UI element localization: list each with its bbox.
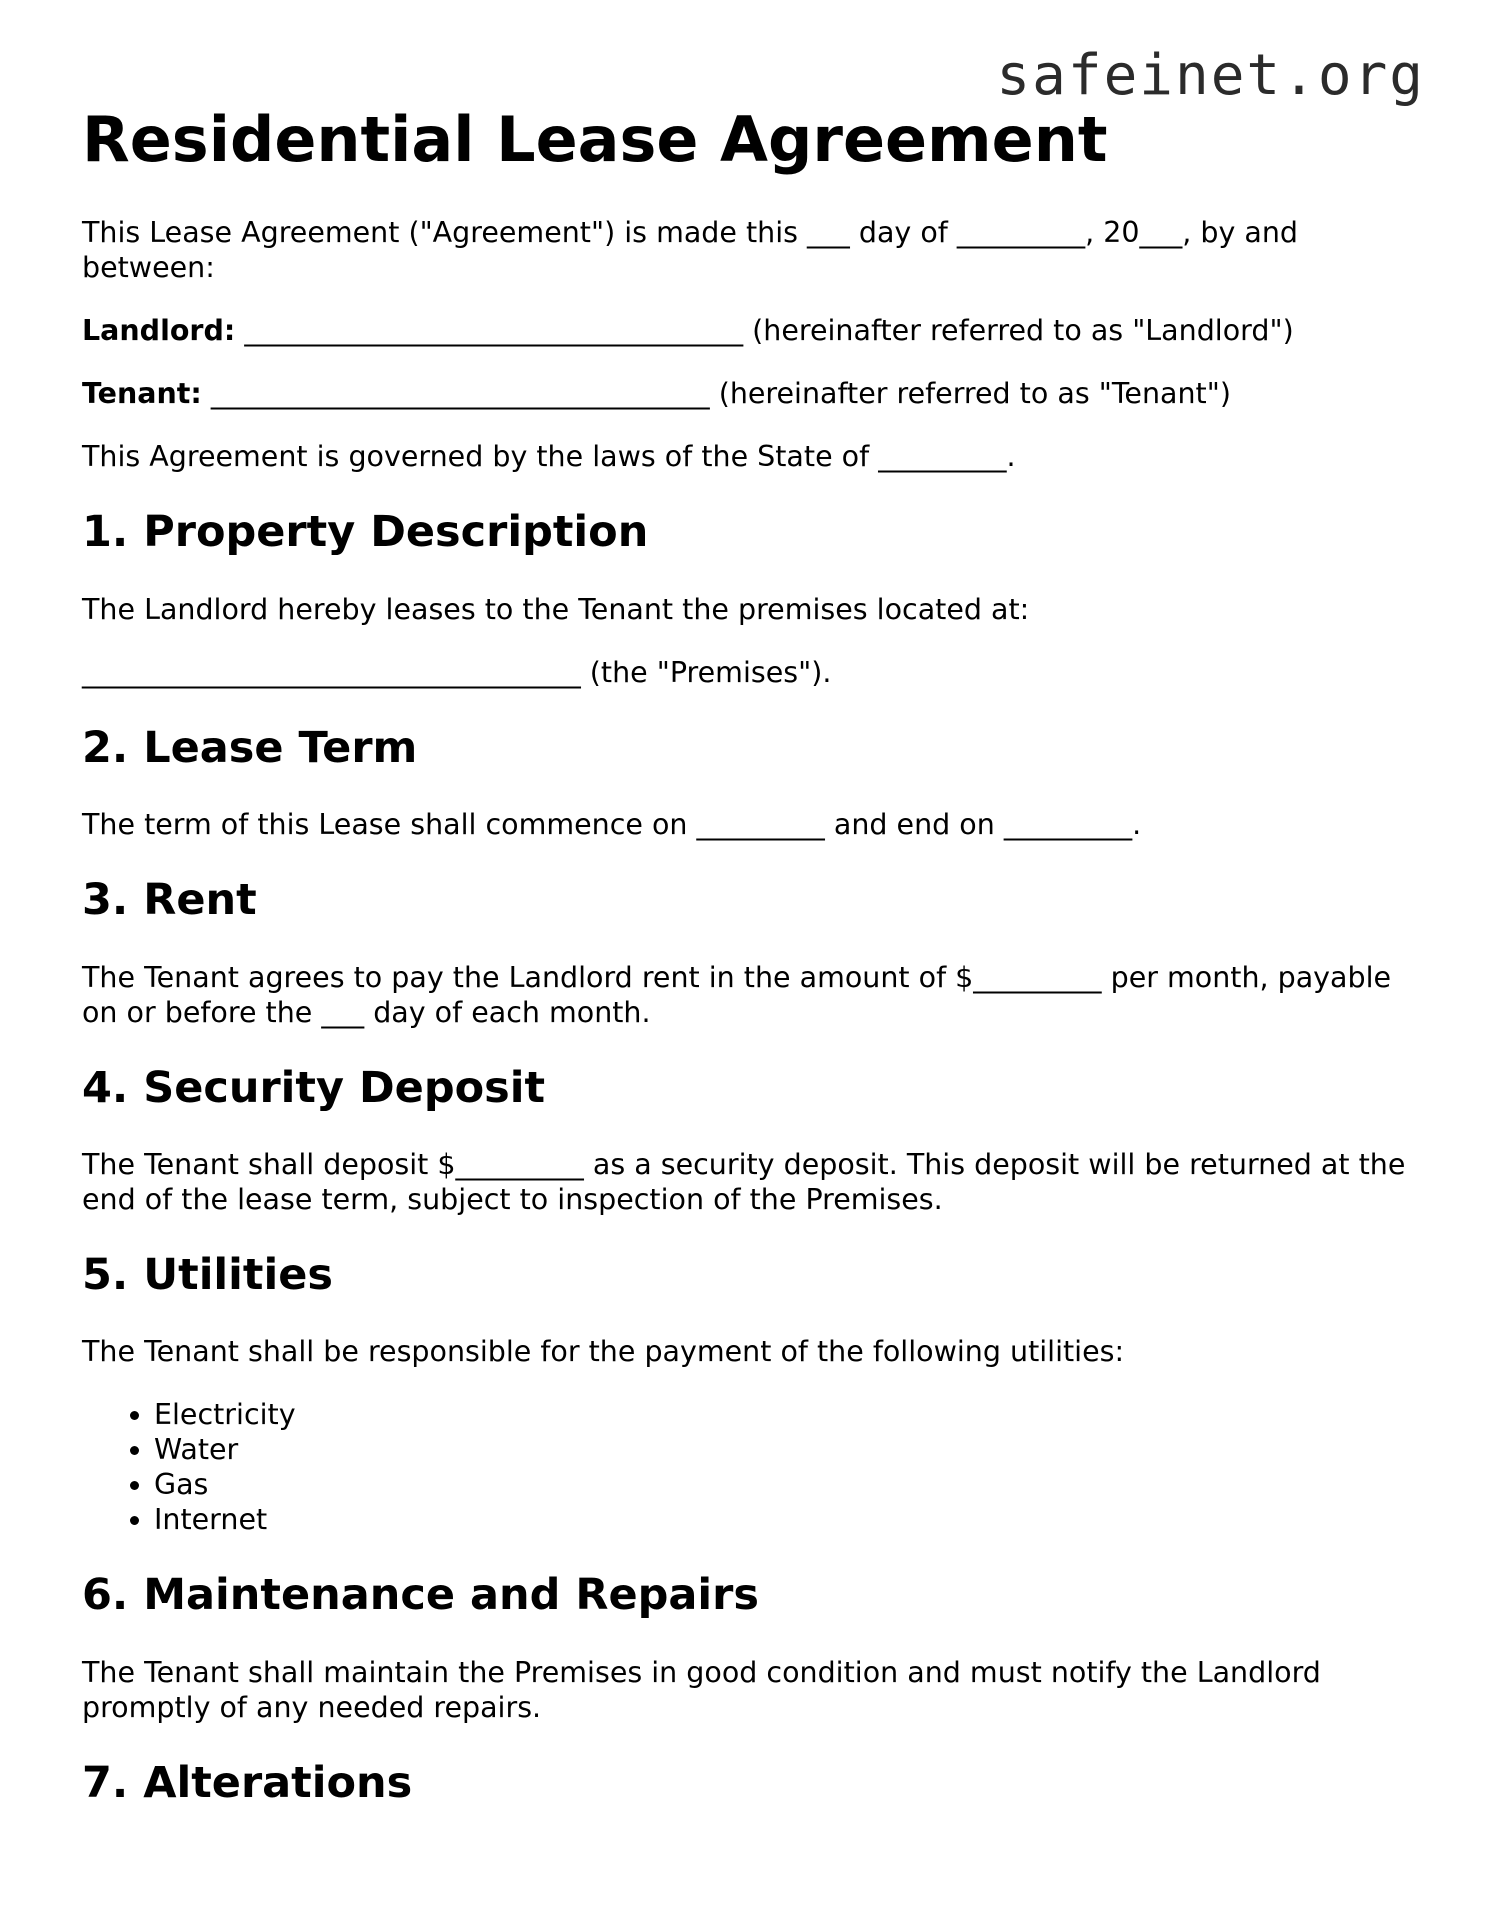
premises-line: ___________________________________ (the "Premises"). — [82, 655, 832, 689]
term-paragraph: The term of this Lease shall commence on _________ and end on _________. — [82, 808, 1142, 842]
tenant-text: ___________________________________ (hereinafter referred to as "Tenant") — [201, 377, 1231, 411]
utility-item-gas: • Gas — [154, 1467, 1412, 1502]
property-paragraph: The Landlord hereby leases to the Tenant the premises located at: — [82, 592, 1030, 626]
section-heading-maintenance: 6. Maintenance and Repairs — [82, 1570, 759, 1621]
tenant-line — [82, 376, 1412, 411]
landlord-line — [82, 313, 1412, 348]
landlord-text: ___________________________________ (hereinafter referred to as "Landlord") — [235, 314, 1294, 348]
deposit-paragraph: The Tenant shall deposit $_________ as a security deposit. This deposit will be returned at the end of the lease term, subject to inspection of the Premises. — [82, 1148, 1406, 1217]
intro-paragraph: This Lease Agreement ("Agreement") is made this ___ day of _________, 20___, by and between: — [82, 216, 1299, 285]
utility-item-internet: • Internet — [154, 1502, 1412, 1537]
governing-law-paragraph: This Agreement is governed by the laws of the State of _________. — [82, 440, 1016, 474]
utilities-list — [82, 1397, 1412, 1537]
utility-item-water: • Water — [154, 1432, 1412, 1467]
document-page — [82, 104, 1412, 1842]
utilities-paragraph: The Tenant shall be responsible for the payment of the following utilities: — [82, 1335, 1125, 1369]
section-heading-property: 1. Property Description — [82, 507, 649, 558]
tenant-label: Tenant: — [82, 377, 202, 411]
section-heading-rent: 3. Rent — [82, 875, 257, 926]
section-heading-deposit: 4. Security Deposit — [82, 1062, 546, 1113]
rent-paragraph: The Tenant agrees to pay the Landlord rent in the amount of $_________ per month, payable on or before the ___ day of each month. — [82, 960, 1392, 1029]
section-heading-term: 2. Lease Term — [82, 722, 418, 773]
document-title: Residential Lease Agreement — [82, 103, 1108, 176]
section-heading-alterations: 7. Alterations — [82, 1757, 413, 1808]
utility-item-electricity: • Electricity — [154, 1397, 1412, 1432]
section-heading-utilities: 5. Utilities — [82, 1250, 333, 1301]
maintenance-paragraph: The Tenant shall maintain the Premises in good condition and must notify the Landlord promptly of any needed repairs. — [82, 1655, 1321, 1724]
watermark: safeinet.org — [996, 43, 1425, 108]
landlord-label: Landlord: — [82, 314, 236, 348]
